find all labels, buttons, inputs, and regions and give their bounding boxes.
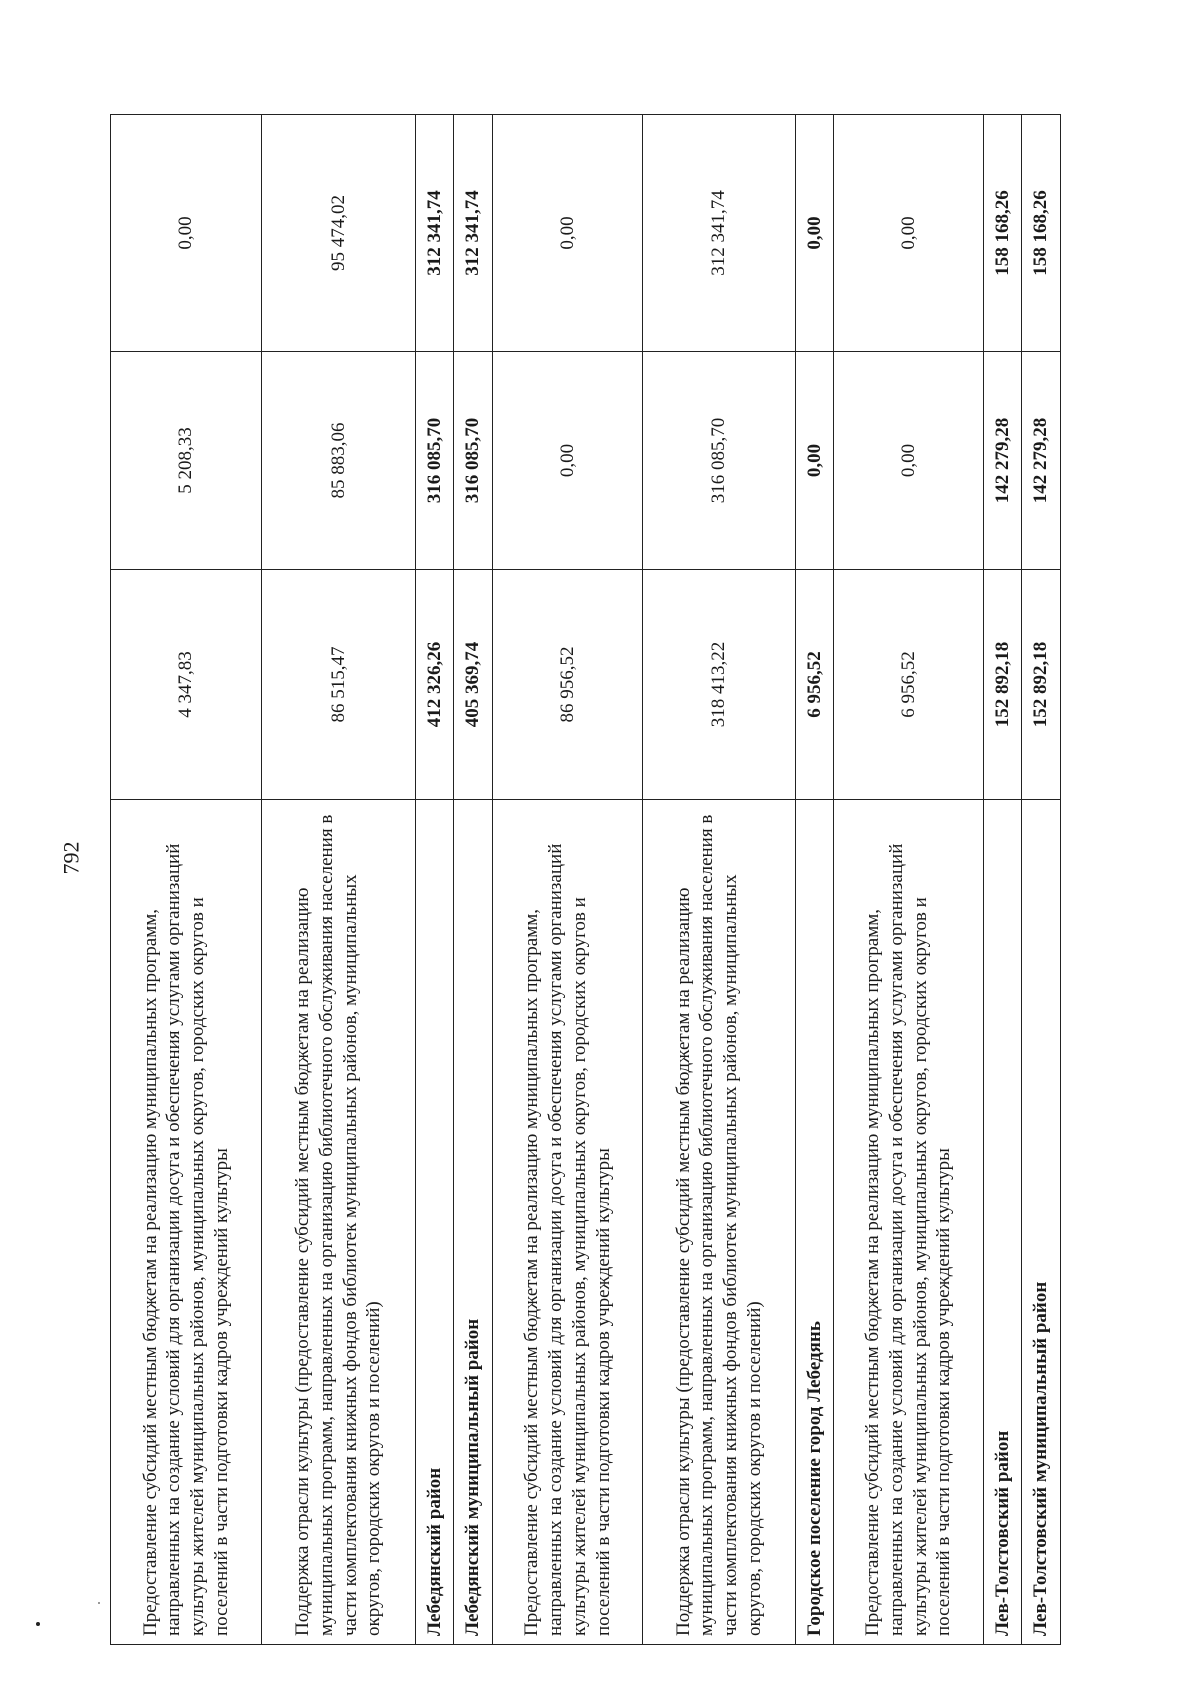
scan-mark (36, 1622, 40, 1626)
budget-table (110, 114, 1061, 1645)
value-year-1: 152 892,18 (1022, 570, 1061, 800)
table-row (493, 115, 643, 1645)
row-name: Лев-Толстовский муниципальный район (1022, 800, 1061, 1645)
row-name: Предоставление субсидий местным бюджетам на реализацию муниципальных программ, направленных на создание условий для организации досуга и обеспечения услугами организаций культуры жителей муниципальных районов, муниципальных округов, городских округов и поселений в части подготовки кадров учреждений культуры (111, 800, 262, 1645)
value-year-3: 0,00 (111, 115, 262, 352)
value-year-2: 142 279,28 (983, 352, 1022, 570)
value-year-3: 158 168,26 (983, 115, 1022, 352)
rotated-table-wrapper (110, 115, 1061, 1645)
value-year-2: 0,00 (795, 352, 834, 570)
value-year-2: 0,00 (834, 352, 983, 570)
value-year-1: 6 956,52 (795, 570, 834, 800)
value-year-1: 86 956,52 (493, 570, 643, 800)
table-row (795, 115, 834, 1645)
table-row (834, 115, 983, 1645)
value-year-2: 142 279,28 (1022, 352, 1061, 570)
row-name: Лебедянский муниципальный район (454, 800, 493, 1645)
row-name: Предоставление субсидий местным бюджетам на реализацию муниципальных программ, направленных на создание условий для организации досуга и обеспечения услугами организаций культуры жителей муниципальных районов, муниципальных округов, городских округов и поселений в части подготовки кадров учреждений культуры (493, 800, 643, 1645)
table-row (262, 115, 416, 1645)
value-year-3: 158 168,26 (1022, 115, 1061, 352)
value-year-1: 152 892,18 (983, 570, 1022, 800)
row-name: Лев-Толстовский район (983, 800, 1022, 1645)
table-row (983, 115, 1022, 1645)
scan-speck (98, 1602, 100, 1604)
value-year-2: 316 085,70 (643, 352, 795, 570)
value-year-2: 5 208,33 (111, 352, 262, 570)
value-year-3: 0,00 (834, 115, 983, 352)
row-name: Поддержка отрасли культуры (предоставление субсидий местным бюджетам на реализацию муниципальных программ, направленных на организацию библиотечного обслуживания населения в части комплектования книжных фондов библиотек муниципальных районов, муниципальных округов, городских округов и поселений) (643, 800, 795, 1645)
table-row (454, 115, 493, 1645)
value-year-2: 0,00 (493, 352, 643, 570)
value-year-1: 405 369,74 (454, 570, 493, 800)
row-name: Поддержка отрасли культуры (предоставление субсидий местным бюджетам на реализацию муниципальных программ, направленных на организацию библиотечного обслуживания населения в части комплектования книжных фондов библиотек муниципальных районов, муниципальных округов, городских округов и поселений) (262, 800, 416, 1645)
value-year-3: 312 341,74 (454, 115, 493, 352)
table-row (111, 115, 262, 1645)
table-row (415, 115, 454, 1645)
row-name: Лебедянский район (415, 800, 454, 1645)
value-year-1: 6 956,52 (834, 570, 983, 800)
value-year-1: 86 515,47 (262, 570, 416, 800)
value-year-2: 316 085,70 (454, 352, 493, 570)
value-year-1: 4 347,83 (111, 570, 262, 800)
value-year-2: 85 883,06 (262, 352, 416, 570)
row-name: Городское поселение город Лебедянь (795, 800, 834, 1645)
page-number: 792 (58, 841, 84, 875)
table-row (643, 115, 795, 1645)
value-year-2: 316 085,70 (415, 352, 454, 570)
value-year-3: 312 341,74 (415, 115, 454, 352)
value-year-3: 95 474,02 (262, 115, 416, 352)
row-name: Предоставление субсидий местным бюджетам на реализацию муниципальных программ, направленных на создание условий для организации досуга и обеспечения услугами организаций культуры жителей муниципальных районов, муниципальных округов, городских округов и поселений в части подготовки кадров учреждений культуры (834, 800, 983, 1645)
table-row (1022, 115, 1061, 1645)
value-year-3: 0,00 (795, 115, 834, 352)
value-year-1: 318 413,22 (643, 570, 795, 800)
value-year-3: 312 341,74 (643, 115, 795, 352)
value-year-1: 412 326,26 (415, 570, 454, 800)
value-year-3: 0,00 (493, 115, 643, 352)
